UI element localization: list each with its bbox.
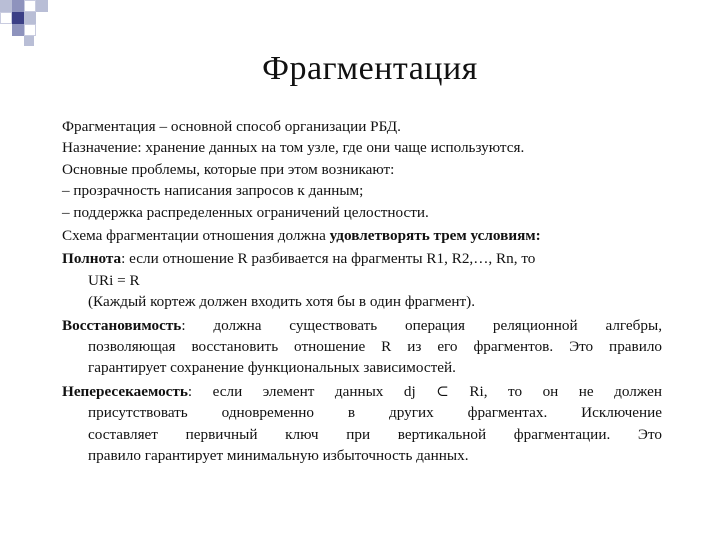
deco-square [24, 12, 36, 24]
intro-line: – поддержка распределенных ограничений целостности. [62, 203, 429, 221]
deco-square [24, 0, 36, 12]
deco-square [36, 12, 48, 24]
scheme-text: Схема фрагментации отношения должна [62, 227, 330, 245]
completeness-line [62, 248, 662, 269]
disjointness-text: : если элемент данных dj ⊂ Ri, то он не должен [187, 382, 662, 400]
slide-title: Фрагментация [262, 50, 478, 87]
intro-line: Назначение: хранение данных на том узле, где они чаще используются. [62, 139, 525, 157]
deco-square [12, 12, 24, 24]
deco-square [0, 12, 12, 24]
deco-square [24, 24, 36, 36]
deco-square [24, 36, 34, 46]
disjointness-line: составляет первичный ключ при вертикальной фрагментации. Это [88, 425, 662, 443]
disjointness-term: Непересекаемость [62, 382, 188, 400]
restorability-term: Восстановимость [62, 316, 182, 334]
scheme-line [62, 225, 662, 246]
restorability-line: позволяющая восстановить отношение R из его фрагментов. Это правило [88, 338, 662, 356]
completeness-term: Полнота [62, 250, 122, 268]
intro-line: Фрагментация – основной способ организации РБД. [62, 118, 401, 135]
deco-square [0, 0, 12, 12]
disjointness-line: присутствовать одновременно в других фрагментах. Исключение [88, 404, 662, 422]
disjointness-line: правило гарантирует минимальную избыточность данных. [88, 447, 469, 465]
corner-decoration [0, 0, 70, 46]
completeness-note: (Каждый кортеж должен входить хотя бы в один фрагмент). [88, 293, 475, 311]
intro-line: – прозрачность написания запросов к данным; [62, 182, 364, 200]
restorability-line: гарантирует сохранение функциональных зависимостей. [88, 359, 456, 377]
intro-line: Основные проблемы, которые при этом возникают: [62, 160, 395, 178]
completeness-formula: URi = R [88, 271, 140, 289]
slide-body [62, 116, 662, 467]
scheme-bold: удовлетворять трем условиям: [329, 227, 541, 245]
deco-square [12, 24, 24, 36]
restorability-text: : должна существовать операция реляционной алгебры, [181, 316, 662, 334]
deco-square [36, 0, 48, 12]
completeness-text: : если отношение R разбивается на фрагменты R1, R2,…, Rn, то [121, 250, 536, 268]
restorability-line [62, 315, 662, 336]
deco-square [12, 0, 24, 12]
disjointness-line [62, 381, 662, 402]
